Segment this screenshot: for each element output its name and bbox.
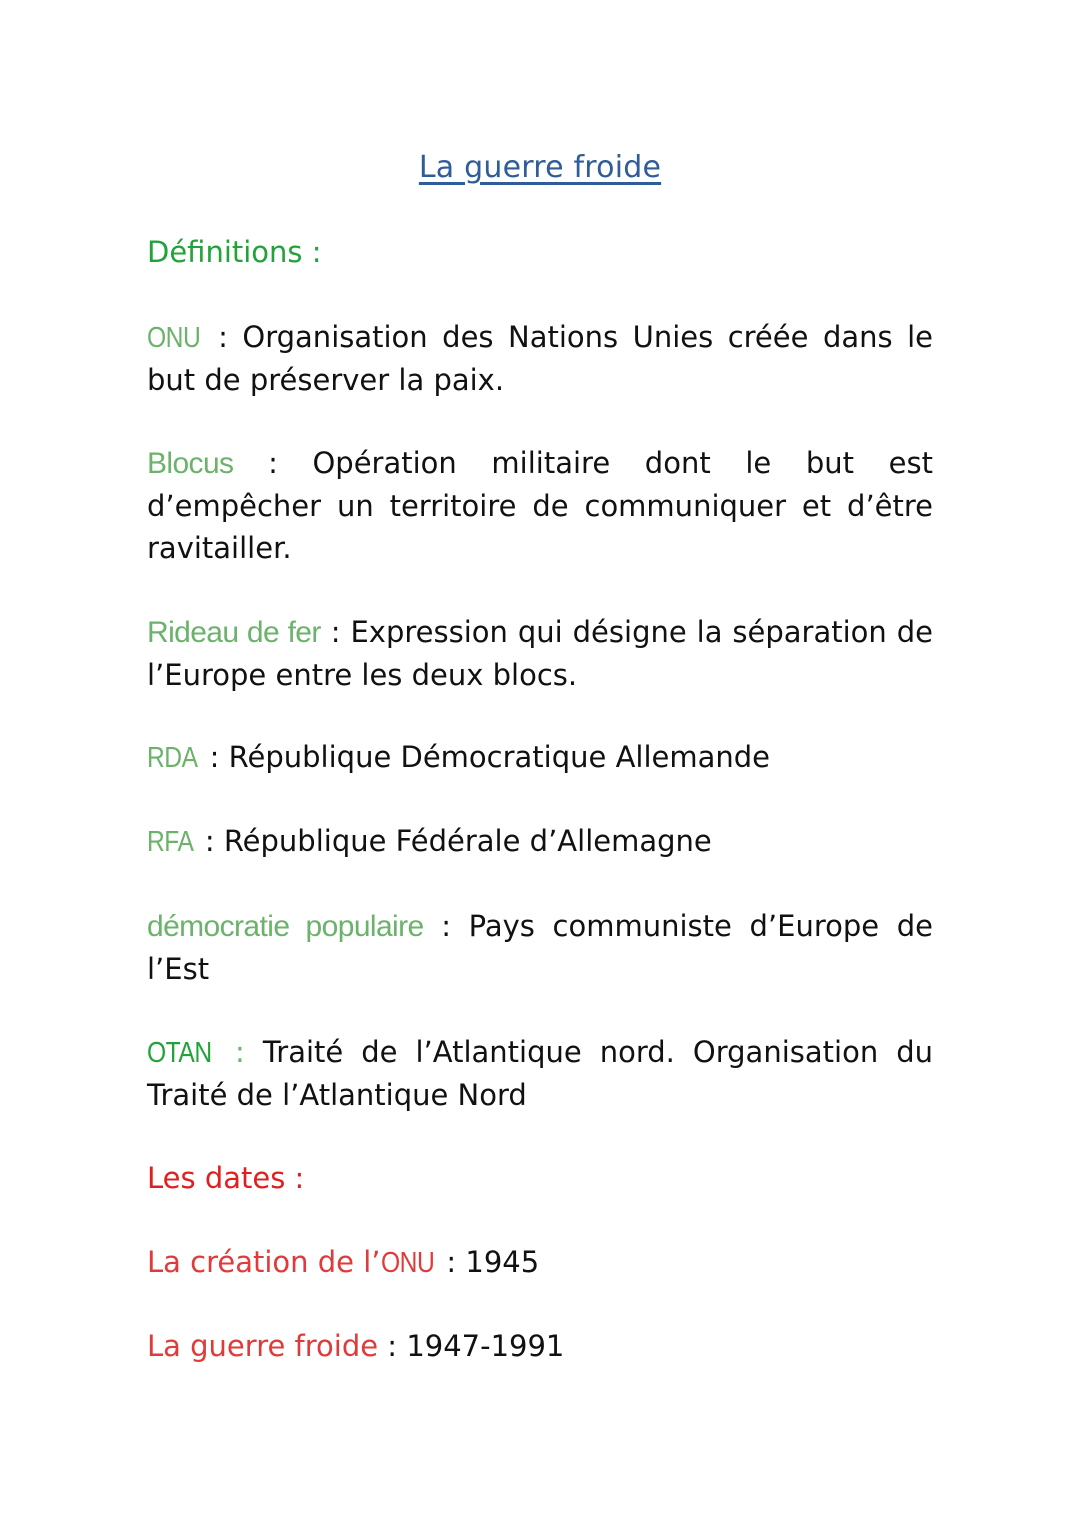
definition-text: République Démocratique Allemande [228,740,771,774]
definition-text: Pays communiste d’Europe de l’Est [147,909,933,986]
definition-text: Organisation des Nations Unies créée dans le but de préserver la paix. [147,320,933,397]
page-title: La guerre froide [418,150,662,185]
definition-separator: : [423,909,469,943]
date-value: 1945 [465,1245,540,1279]
definition-blocus [147,442,933,569]
date-separator: : [437,1245,466,1279]
date-value: 1947-1991 [406,1329,565,1363]
definition-term: Blocus [147,447,234,480]
definition-text: Expression qui désigne la séparation de l’Europe entre les deux blocs. [147,615,934,692]
date-creation-onu [147,1241,933,1284]
date-separator: : [378,1329,407,1363]
definition-separator: : [200,740,229,774]
definition-onu [147,316,933,401]
definition-term: RFA [147,826,194,858]
date-term: La création de l’ [147,1245,381,1279]
definition-term: RDA [147,742,198,774]
definitions-heading: Définitions : [147,235,322,269]
definition-rda [147,736,933,779]
date-term: La guerre froide [147,1329,379,1363]
definition-otan [147,1031,933,1116]
definition-rfa [147,820,933,863]
definition-separator: : [203,320,243,354]
definition-term: ONU [147,322,201,354]
definition-term: OTAN [147,1037,212,1069]
definition-rideau-de-fer [147,611,933,696]
definition-separator: : [233,446,313,480]
definition-term: démocratie populaire [147,910,424,943]
definition-text: Opération militaire dont le but est d’empêcher un territoire de communiquer et d’être ravitailler. [147,446,933,565]
definition-separator: : [217,1035,263,1069]
definition-text: République Fédérale d’Allemagne [223,824,712,858]
date-term-acronym: ONU [380,1247,434,1279]
definition-separator: : [320,615,351,649]
definition-separator: : [195,824,224,858]
definition-democratie-populaire [147,905,933,990]
dates-heading: Les dates : [147,1161,305,1195]
definition-term: Rideau de fer [147,616,321,649]
date-guerre-froide [147,1325,933,1367]
definition-text: Traité de l’Atlantique nord. Organisation du Traité de l’Atlantique Nord [147,1035,933,1112]
